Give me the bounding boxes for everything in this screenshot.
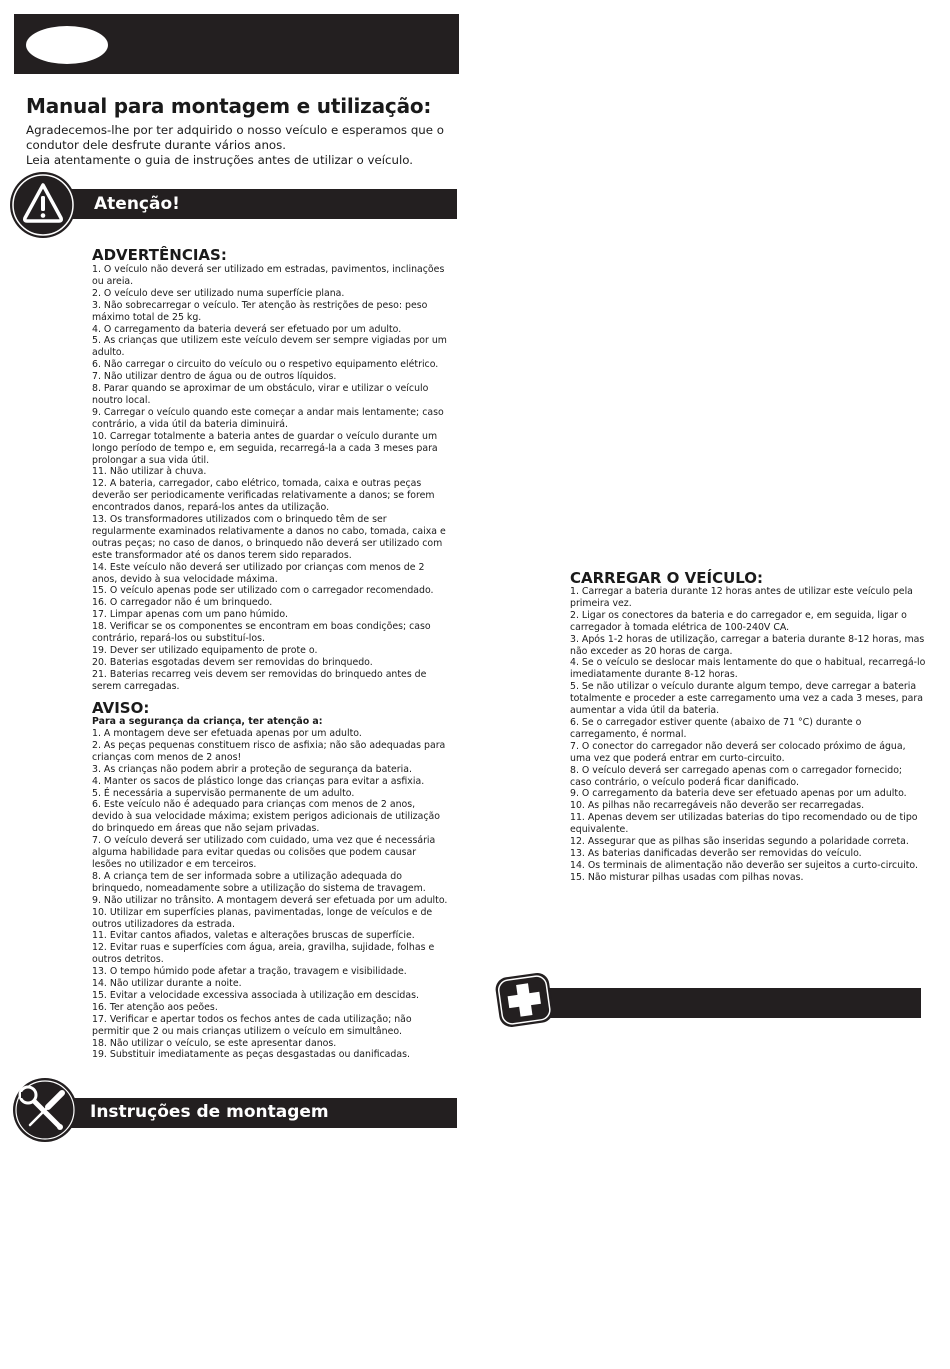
list-item: 15. Não misturar pilhas usadas com pilhas novas. [570,871,804,883]
list-item: 9. Não utilizar no trânsito. A montagem deverá ser efetuada por um adulto. [92,894,448,906]
first-aid-icon [488,962,560,1034]
list-item: 15. Evitar a velocidade excessiva associada à utilização em descidas. [92,989,419,1001]
carregar-list [570,586,926,884]
language-oval [26,26,108,64]
intro-paragraph-1: Agradecemos-lhe por ter adquirido o nosso veículo e esperamos que o condutor dele desfrute durante vários anos. [26,123,445,152]
list-item: 6. Este veículo não é adequado para crianças com menos de 2 anos, devido à sua velocidade máxima; existem perigos adicionais de utilização do brinquedo em áreas que não sejam privadas. [92,799,440,835]
list-item: 11. Não utilizar à chuva. [92,466,207,478]
intro-text [26,123,466,168]
warning-triangle-icon [10,172,76,238]
list-item: 1. O veículo não deverá ser utilizado em estradas, pavimentos, inclinações ou areia. [92,264,445,287]
list-item: 8. A criança tem de ser informada sobre a utilização adequada do brinquedo, nomeadamente sobre a utilização do sistema de travagem. [92,870,426,894]
list-item: 16. Ter atenção aos peões. [92,1001,218,1013]
list-item: 7. O conector do carregador não deverá ser colocado próximo de água, uma vez que poderá entrar em curto-circuito. [570,740,906,764]
list-item: 5. Se não utilizar o veículo durante algum tempo, deve carregar a bateria totalmente e proceder a este carregamento uma vez a cada 3 meses, para aumentar a vida útil da bateria. [570,681,923,717]
list-item: 8. Parar quando se aproximar de um obstáculo, virar e utilizar o veículo noutro local. [92,383,429,406]
list-item: 12. Assegurar que as pilhas são inseridas segundo a polaridade correta. [570,836,909,848]
list-item: 14. Os terminais de alimentação não deverão ser sujeitos a curto-circuito. [570,859,918,871]
advertencias-heading: ADVERTÊNCIAS: [92,246,227,264]
list-item: 4. O carregamento da bateria deverá ser efetuado por um adulto. [92,323,402,335]
list-item: 6. Se o carregador estiver quente (abaixo de 71 °C) durante o carregamento, é normal. [570,716,862,740]
manual-title: Manual para montagem e utilização: [26,94,432,118]
list-item: 18. Verificar se os componentes se encontram em boas condições; caso contrário, repará-los ou substituí-los. [92,621,431,645]
list-item: 3. Não sobrecarregar o veículo. Ter atenção às restrições de peso: peso máximo total de 25 kg. [92,299,428,323]
list-item: 14. Não utilizar durante a noite. [92,978,242,990]
list-item: 14. Este veículo não deverá ser utilizado por crianças com menos de 2 anos, devido à sua velocidade máxima. [92,561,425,585]
list-item: 13. As baterias danificadas deverão ser removidas do veículo. [570,847,862,859]
section-bar-atencao [46,189,457,219]
list-item: 9. O carregamento da bateria deve ser efetuado apenas por um adulto. [570,788,907,800]
list-item: 12. A bateria, carregador, cabo elétrico, tomada, caixa e outras peças deverão ser periodicamente verificadas relativamente a danos; se forem encontrados danos, repará-los antes da utilização. [92,478,435,514]
list-item: 7. Não utilizar dentro de água ou de outros líquidos. [92,371,337,383]
list-item: 21. Baterias recarreg veis devem ser removidas do brinquedo antes de serem carregadas. [92,668,427,692]
list-item: 3. Após 1-2 horas de utilização, carregar a bateria durante 8-12 horas, mas não exceder as 20 horas de carga. [570,633,925,657]
list-item: 19. Dever ser utilizado equipamento de prote o. [92,645,318,656]
list-item: 11. Evitar cantos afiados, valetas e alterações bruscas de superfície. [92,930,415,942]
section-bar-first-aid [548,988,921,1018]
list-item: 17. Limpar apenas com um pano húmido. [92,609,288,621]
list-item: 2. As peças pequenas constituem risco de asfixia; não são adequadas para crianças com menos de 2 anos! [92,739,446,763]
list-item: 5. As crianças que utilizem este veículo devem ser sempre vigiadas por um adulto. [92,335,447,359]
list-item: 5. É necessária a supervisão permanente de um adulto. [92,787,355,799]
list-item: 10. As pilhas não recarregáveis não deverão ser recarregadas. [570,800,865,812]
carregar-heading: CARREGAR O VEÍCULO: [570,569,764,587]
aviso-list [92,728,448,1061]
list-item: 7. O veículo deverá ser utilizado com cuidado, uma vez que é necessária alguma habilidade para evitar quedas ou colisões que podem causar lesões no utilizador e em terceiros. [92,835,436,870]
list-item: 2. O veículo deve ser utilizado numa superfície plana. [92,287,345,299]
advertencias-list [92,264,448,693]
list-item: 16. O carregador não é um brinquedo. [92,597,273,609]
intro-paragraph-2: Leia atentamente o guia de instruções antes de utilizar o veículo. [26,153,413,167]
list-item: 12. Evitar ruas e superfícies com água, areia, gravilha, sujidade, folhas e outros detritos. [92,942,435,966]
list-item: 1. A montagem deve ser efetuada apenas por um adulto. [92,728,362,739]
section-title-atencao: Atenção! [94,194,180,214]
section-title-montagem: Instruções de montagem [90,1102,329,1122]
list-item: 10. Utilizar em superfícies planas, pavimentadas, longe de veículos e de outros utilizadores da estrada. [92,906,433,930]
list-item: 15. O veículo apenas pode ser utilizado com o carregador recomendado. [92,585,434,597]
aviso-subheading: Para a segurança da criança, ter atenção a: [92,716,323,727]
list-item: 11. Apenas devem ser utilizadas baterias do tipo recomendado ou de tipo equivalente. [570,812,918,836]
list-item: 13. Os transformadores utilizados com o brinquedo têm de ser regularmente examinados relativamente a danos no cabo, tomada, caixa e outras peças; no caso de danos, o brinquedo não deverá ser utilizado com este transformador até os danos terem sido reparados. [92,514,446,561]
aviso-heading: AVISO: [92,699,150,717]
list-item: 4. Manter os sacos de plástico longe das crianças para evitar a asfixia. [92,775,425,787]
list-item: 1. Carregar a bateria durante 12 horas antes de utilizar este veículo pela primeira vez. [570,586,913,609]
list-item: 9. Carregar o veículo quando este começar a andar mais lentamente; caso contrário, a vida útil da bateria diminuirá. [92,406,444,430]
list-item: 2. Ligar os conectores da bateria e do carregador e, em seguida, ligar o carregador à tomada elétrica de 100-240V CA. [570,609,907,633]
tools-icon [10,1075,80,1145]
list-item: 19. Substituir imediatamente as peças desgastadas ou danificadas. [92,1049,410,1061]
list-item: 17. Verificar e apertar todos os fechos antes de cada utilização; não permitir que 2 ou mais crianças utilizem o veículo em simultâneo. [92,1013,412,1037]
list-item: 3. As crianças não podem abrir a proteção de segurança da bateria. [92,763,412,775]
list-item: 8. O veículo deverá ser carregado apenas com o carregador fornecido; caso contrário, o veículo poderá ficar danificado. [570,764,903,788]
list-item: 10. Carregar totalmente a bateria antes de guardar o veículo durante um longo período de tempo e, em seguida, recarregá-la a cada 3 meses para prolongar a sua vida útil. [92,430,438,466]
list-item: 13. O tempo húmido pode afetar a tração, travagem e visibilidade. [92,966,407,978]
list-item: 6. Não carregar o circuito do veículo ou o respetivo equipamento elétrico. [92,359,439,371]
list-item: 20. Baterias esgotadas devem ser removidas do brinquedo. [92,656,373,668]
list-item: 18. Não utilizar o veículo, se este apresentar danos. [92,1037,337,1049]
list-item: 4. Se o veículo se deslocar mais lentamente do que o habitual, recarregá-lo imediatamente durante 8-12 horas. [570,657,926,681]
section-bar-montagem [46,1098,457,1128]
